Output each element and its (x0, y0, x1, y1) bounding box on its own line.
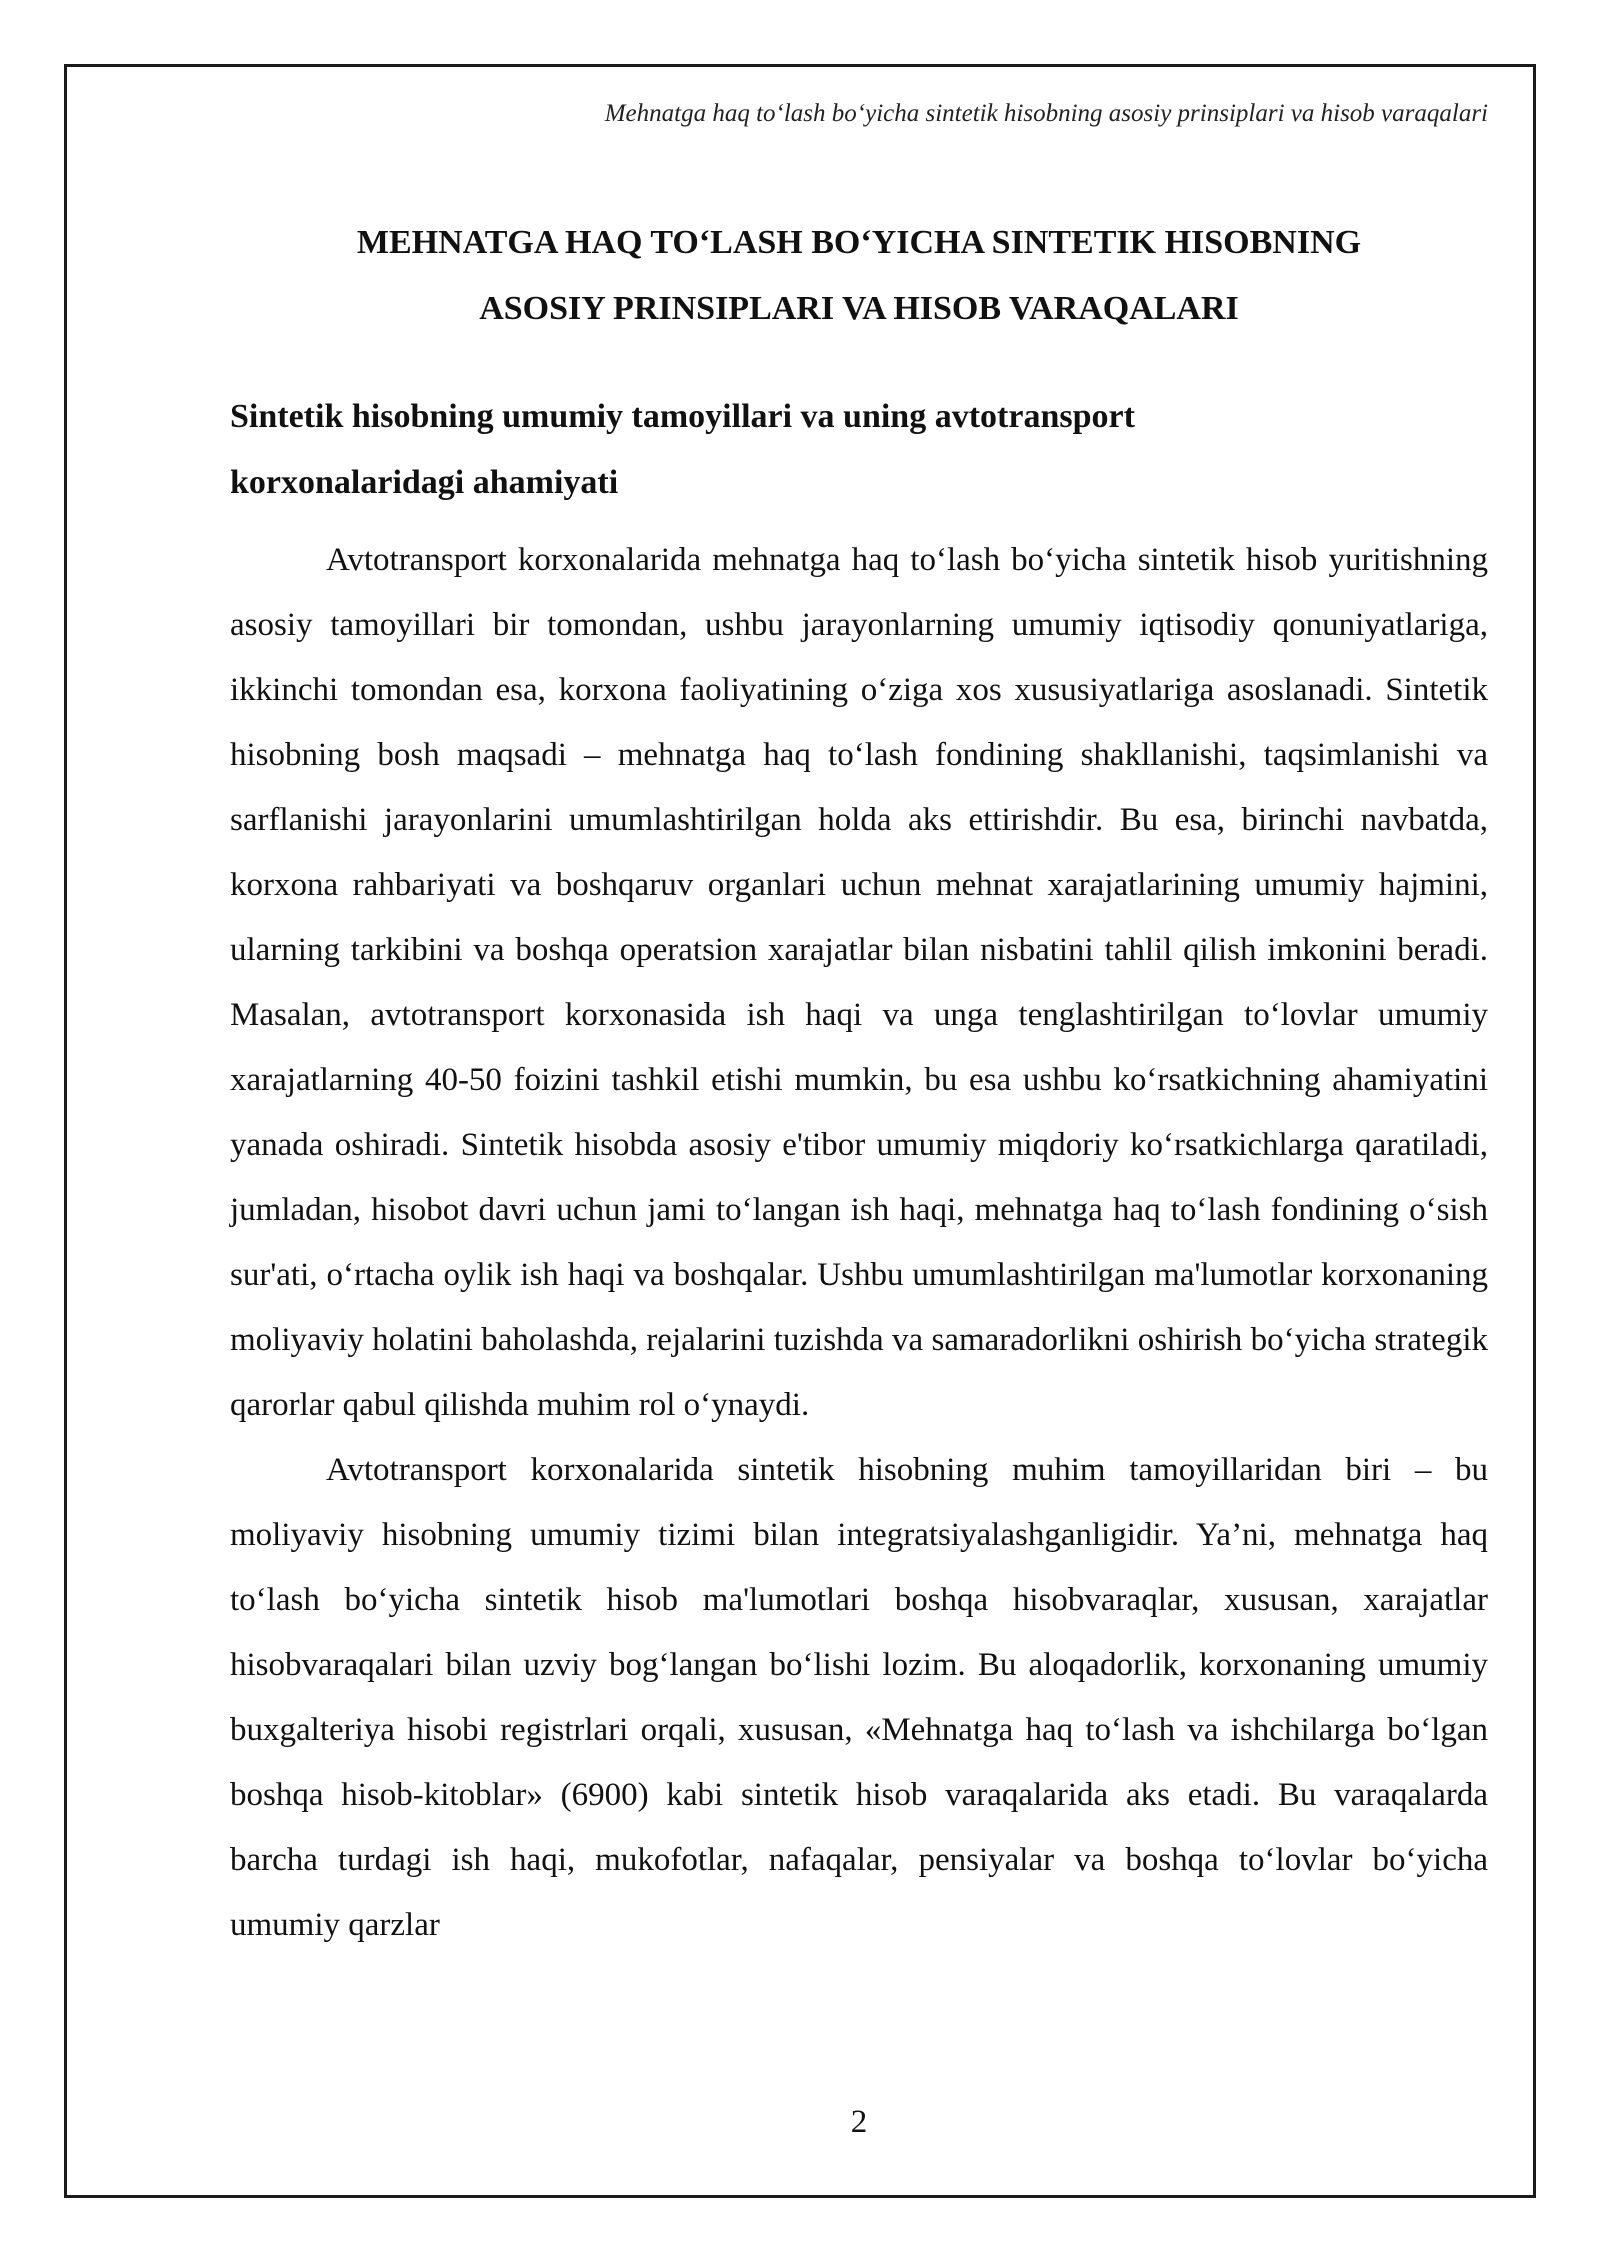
section-heading (230, 384, 1488, 516)
section-heading-line-2: korxonalaridagi ahamiyati (230, 464, 619, 501)
document-title (230, 210, 1488, 342)
paragraph-2: Avtotransport korxonalarida sintetik hisobning muhim tamoyillaridan biri – bu moliyaviy hisobning umumiy tizimi bilan integratsiyalashganligidir. Ya’ni, mehnatga haq to‘lash bo‘yicha sintetik hisob ma'lumotlari boshqa hisobvaraqlar, xususan, xarajatlar hisobvaraqalari bilan uzviy bog‘langan bo‘lishi lozim. Bu aloqadorlik, korxonaning umumiy buxgalteriya hisobi registrlari orqali, xususan, «Mehnatga haq to‘lash va ishchilarga bo‘lgan boshqa hisob-kitoblar» (6900) kabi sintetik hisob varaqalarida aks etadi. Bu varaqalarda barcha turdagi ish haqi, mukofotlar, nafaqalar, pensiyalar va boshqa to‘lovlar bo‘yicha umumiy qarzlar (230, 1452, 1488, 1943)
title-line-1: MEHNATGA HAQ TO‘LASH BO‘YICHA SINTETIK HISOBNING (356, 224, 1362, 261)
title-line-2: ASOSIY PRINSIPLARI VA HISOB VARAQALARI (479, 290, 1239, 327)
page-number: 2 (850, 2104, 868, 2140)
paragraph-1: Avtotransport korxonalarida mehnatga haq to‘lash bo‘yicha sintetik hisob yuritishning asosiy tamoyillari bir tomondan, ushbu jarayonlarning umumiy iqtisodiy qonuniyatlariga, ikkinchi tomondan esa, korxona faoliyatining o‘ziga xos xususiyatlariga asoslanadi. Sintetik hisobning bosh maqsadi – mehnatga haq to‘lash fondining shakllanishi, taqsimlanishi va sarflanishi jarayonlarini umumlashtirilgan holda aks ettirishdir. Bu esa, birinchi navbatda, korxona rahbariyati va boshqaruv organlari uchun mehnat xarajatlarining umumiy hajmini, ularning tarkibini va boshqa operatsion xarajatlar bilan nisbatini tahlil qilish imkonini beradi. Masalan, avtotransport korxonasida ish haqi va unga tenglashtirilgan to‘lovlar umumiy xarajatlarning 40-50 foizini tashkil etishi mumkin, bu esa ushbu ko‘rsatkichning ahamiyatini yanada oshiradi. Sintetik hisobda asosiy e'tibor umumiy miqdoriy ko‘rsatkichlarga qaratiladi, jumladan, hisobot davri uchun jami to‘langan ish haqi, mehnatga haq to‘lash fondining o‘sish sur'ati, o‘rtacha oylik ish haqi va boshqalar. Ushbu umumlashtirilgan ma'lumotlar korxonaning moliyaviy holatini baholashda, rejalarini tuzishda va samaradorlikni oshirish bo‘yicha strategik qarorlar qabul qilishda muhim rol o‘ynaydi. (230, 542, 1488, 1423)
running-header: Mehnatga haq to‘lash bo‘yicha sintetik hisobning asosiy prinsiplari va hisob varaqalari (604, 100, 1488, 127)
body-text (230, 528, 1488, 1958)
section-heading-line-1: Sintetik hisobning umumiy tamoyillari va uning avtotransport (230, 398, 1135, 435)
